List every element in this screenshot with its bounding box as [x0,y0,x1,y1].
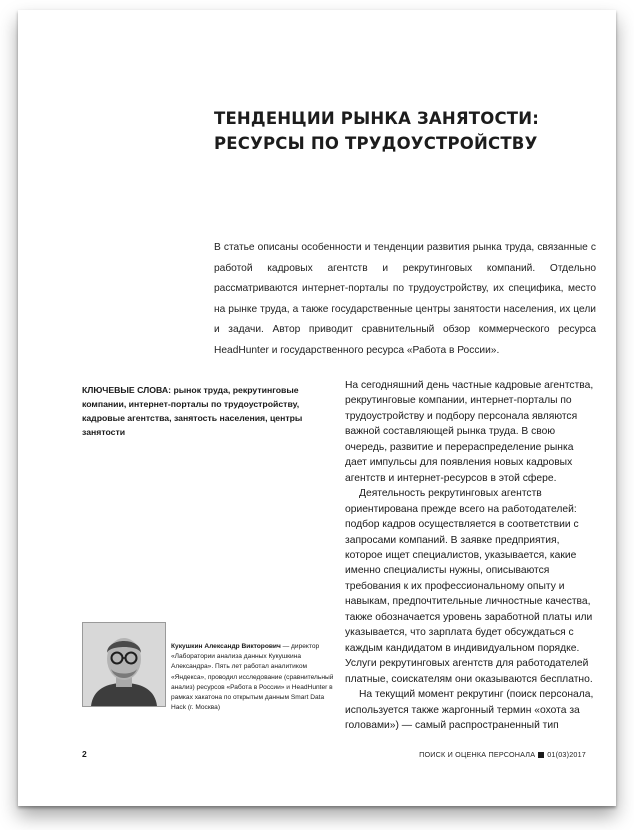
page-number: 2 [82,749,87,759]
body-paragraph-3: На текущий момент рекрутинг (поиск персонала, используется также жаргонный термин «охота за головами») — самый распространенный тип [345,689,594,731]
author-photo [82,622,166,707]
square-separator-icon [538,752,544,758]
page-footer [419,750,586,759]
document-page [18,10,616,806]
author-bio [171,642,339,713]
author-name: Кукушкин Александр Викторович [171,643,281,650]
issue-number: 01(03)2017 [547,750,586,759]
article-body [345,378,598,733]
author-portrait-icon [83,623,165,706]
author-description: — директор «Лаборатории анализа данных Кукушкина Александра». Пять лет работал аналитиком «Яндекса», проводил исследование (сравнительный анализ) ресурсов «Работа в России» и HeadHunter в рамках хакатона по открытым данным Smart Data Hack (г. Москва) [171,643,334,712]
title-line-1: ТЕНДЕНЦИИ РЫНКА ЗАНЯТОСТИ: [214,109,540,128]
keywords-block: КЛЮЧЕВЫЕ СЛОВА: рынок труда, рекрутинговые компании, интернет-порталы по трудоустройству, кадровые агентства, занятость населения, центры занятости [82,385,303,437]
title-line-2: РЕСУРСЫ ПО ТРУДОУСТРОЙСТВУ [214,134,538,153]
article-abstract: В статье описаны особенности и тенденции развития рынка труда, связанные с работой кадровых агентств и рекрутинговых компаний. Отдельно рассматриваются интернет-порталы по трудоустройству, их специфика, место на рынке труда, а также государственные центры занятости населения, их цели и задачи. Автор приводит сравнительный обзор коммерческого ресурса HeadHunter и государственного ресурса «Работа в России». [214,242,596,356]
journal-name: ПОИСК И ОЦЕНКА ПЕРСОНАЛА [419,750,536,759]
body-paragraph-2: Деятельность рекрутинговых агентств ориентирована прежде всего на работодателей: подбор кадров осуществляется в соответствии с запросами компаний. В заявке предприятия, которое ищет специалистов, указывается, какие именно специалисты нужны, описываются требования к их профессиональному опыту и навыкам, предпочтительные личностные качества, также обозначается уровень заработной платы или указывается, что зарплата будет обсуждаться с каждым кандидатом в индивидуальном порядке. Услуги рекрутинговых агентств для работодателей платные, соискателям они оказываются бесплатно. [345,488,593,685]
article-title [214,106,594,156]
body-paragraph-1: На сегодняшний день частные кадровые агентства, рекрутинговые компании, интернет-порталы по трудоустройству и подбору персонала являются важной составляющей рынка труда. В свою очередь, развитие и перераспределение рынка дает импульсы для появления новых кадровых агентств и интернет-ресурсов в этой сфере. [345,380,594,484]
